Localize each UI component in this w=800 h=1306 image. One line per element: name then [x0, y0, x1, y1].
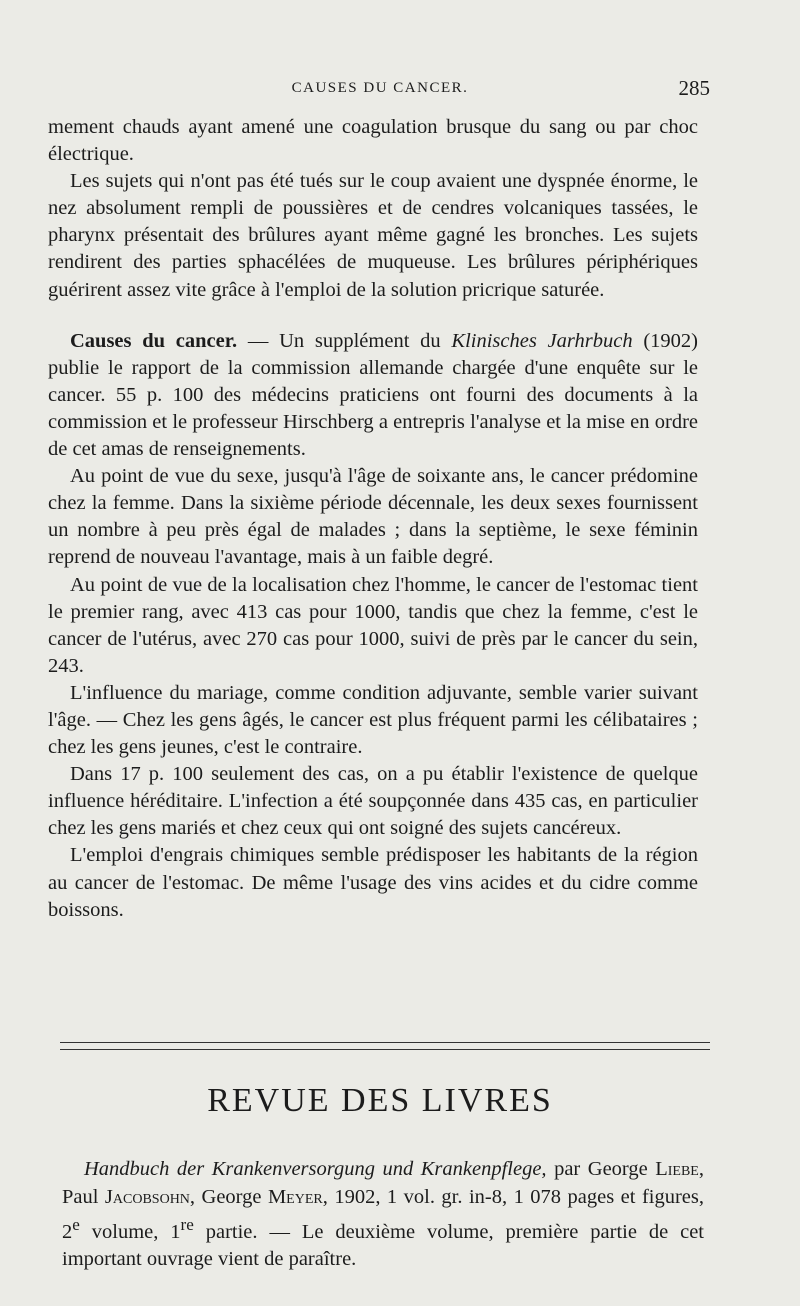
paragraph-localisation: Au point de vue de la localisation chez l'homme, le cancer de l'estomac tient le premier rang, avec 413 cas pour 1000, tandis que chez la femme, c'est le cancer de l'utérus, avec 270 cas pour 1000, suivi de près par le cancer du sein, 243.: [48, 573, 698, 677]
revue-heading: REVUE DES LIVRES: [207, 1082, 553, 1119]
review-text: , George: [189, 1185, 268, 1208]
review-text: partie. — Le deuxième volume, première partie de cet important ouvrage vient de paraître.: [62, 1220, 704, 1271]
superscript: re: [180, 1215, 194, 1234]
section-divider: [60, 1042, 710, 1050]
paragraph-victims: Les sujets qui n'ont pas été tués sur le coup avaient une dyspnée énorme, le nez absolument rempli de poussières et de cendres volcaniques tassées, le pharynx présentait des brûlures ayant même gagné les bronches. Les sujets rendirent des parties sphacélées de muqueuse. Les brûlures périphériques guérirent assez vite grâce à l'emploi de la solution pricrique saturée.: [48, 170, 698, 301]
review-text: par George: [546, 1158, 656, 1180]
page-header: [50, 76, 710, 106]
paragraph-heredity: Dans 17 p. 100 seulement des cas, on a pu établir l'existence de quelque influence héréditaire. L'infection a été soupçonnée dans 435 cas, en particulier chez les gens mariés et chez ceux qui ont soigné des sujets cancéreux.: [48, 763, 698, 840]
divider-line: [60, 1049, 710, 1050]
superscript: e: [72, 1215, 80, 1234]
page-number: 285: [678, 76, 710, 100]
running-title: CAUSES DU CANCER.: [291, 80, 469, 96]
journal-name: Klinisches Jarhrbuch: [451, 329, 633, 352]
author-name: Jacobsohn: [104, 1185, 190, 1208]
review-text: , 1902, 1 vol. gr. in-8, 1 078 pages et figures, 2: [62, 1185, 704, 1243]
divider-line: [60, 1042, 710, 1043]
continued-paragraph: mement chauds ayant amené une coagulation brusque du sang ou par choc électrique.: [48, 116, 698, 166]
book-review: [62, 1156, 704, 1274]
section-causes-paragraph: [48, 328, 698, 463]
section-text-after: (1902) publie le rapport de la commission allemande chargée d'une enquête sur le cancer. 55 p. 100 des médecins praticiens ont fourni des documents à la commission et le professeur Hirschberg a entrepris l'analyse et la mise en ordre de cet amas de renseignements.: [48, 329, 698, 461]
book-title: Handbuch der Krankenversorgung und Krankenpflege,: [84, 1158, 547, 1180]
paragraph-marriage: L'influence du mariage, comme condition adjuvante, semble varier suivant l'âge. — Chez les gens âgés, le cancer est plus fréquent parmi les célibataires ; chez les gens jeunes, c'est le contraire.: [48, 681, 698, 759]
author-name: Meyer: [267, 1185, 323, 1208]
author-name: Liebe: [655, 1158, 699, 1180]
paragraph-fertilizers: L'emploi d'engrais chimiques semble prédisposer les habitants de la région au cancer de l'estomac. De même l'usage des vins acides et du cidre comme boissons.: [48, 844, 698, 921]
review-text: volume, 1: [79, 1220, 181, 1243]
main-text: [48, 114, 698, 924]
review-paragraph: [62, 1156, 704, 1274]
paragraph-sex: Au point de vue du sexe, jusqu'à l'âge de soixante ans, le cancer prédomine chez la femme. Dans la sixième période décennale, les deux sexes fournissent un nombre à peu près égal de malades ; dans la septième, le sexe féminin reprend de nouveau l'avantage, mais à un faible degré.: [48, 465, 698, 569]
section-text-before: — Un supplément du: [237, 329, 452, 352]
review-text: , Paul: [62, 1158, 704, 1208]
section-title: Causes du cancer.: [70, 329, 238, 352]
